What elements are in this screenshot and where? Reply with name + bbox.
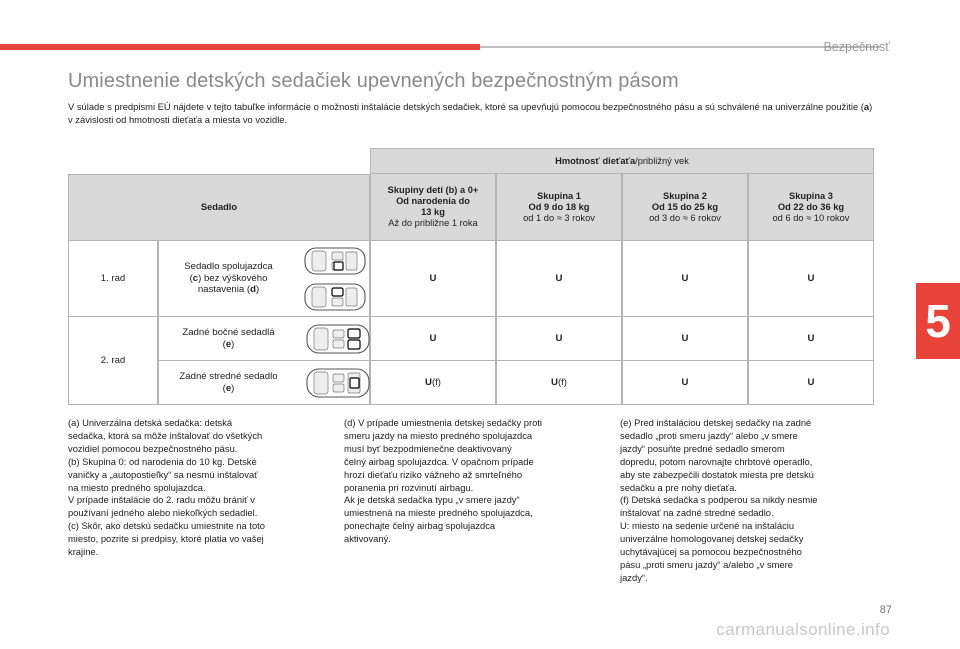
row-label-1: 1. rad: [68, 241, 158, 317]
seat-header: Sedadlo: [68, 174, 370, 241]
child-seat-icon: [350, 378, 359, 388]
child-seat-icon: [348, 329, 360, 338]
group-header-1: Skupina 1 Od 9 do 18 kg od 1 do ≈ 3 rokov: [496, 174, 622, 241]
chapter-tab: 5: [916, 283, 960, 359]
notes-column-3: (e) Pred inštaláciou detskej sedačky na zadné sedadlo „proti smeru jazdy“ alebo „v smere jazdy“ posuňte predné sedadlo smerom dopredu, potom narovnajte chrbtové operadlo, aby ste zabezpečili dostatok miesta pre detskú sedačku a pre nohy dieťaťa. (f) Detská sedačka s podperou sa nikdy nesmie inštalovať na zadné stredné sedadlo. U: miesto na sedenie určené na inštaláciu univerzálne homologovanej detskej sedačky uchytávajúcej sa pomocou bezpečnostného pásu „proti smeru jazdy“ a/alebo „v smere jazdy“.: [620, 417, 818, 583]
header-rule: [480, 46, 880, 48]
notes-column-2: (d) V prípade umiestnenia detskej sedačky proti smeru jazdy na miesto predného spolujazdca musí byť bezpodmienečne deaktivovaný čelný airbag spolujazdca. V opačnom prípade hrozí dieťaťu riziko vážneho až smrteľného poranenia pri rozvinutí airbagu. Ak je detská sedačka typu „v smere jazdy“ umiestnená na mieste predného spolujazdca, ponechajte čelný airbag spolujazdca aktivovaný.: [344, 417, 543, 545]
child-seat-icon: [348, 340, 360, 349]
car-top-view-icon: [302, 280, 368, 314]
car-top-view-icon: [304, 321, 372, 357]
header-accent-bar: [0, 44, 480, 50]
value-r1-c1: U: [370, 241, 496, 317]
child-seat-icon: [332, 288, 343, 296]
value-r2-c3: U: [622, 317, 748, 361]
value-r2-c2: U: [496, 317, 622, 361]
value-r2-c4: U: [748, 317, 874, 361]
group-header-3: Skupina 3 Od 22 do 36 kg od 6 do ≈ 10 rokov: [748, 174, 874, 241]
rear-center-seat-label: Zadné stredné sedadlo (e): [158, 361, 298, 405]
page-title: Umiestnenie detských sedačiek upevnených bezpečnostným pásom: [68, 70, 679, 92]
section-label: Bezpečnosť: [823, 40, 890, 54]
intro-paragraph: V súlade s predpismi EÚ nájdete v tejto tabuľke informácie o možnosti inštalácie detských sedačiek, ktoré sa upevňujú pomocou bezpečnostného pásu a sú schválené na univerzálne použitie (a) v závislosti od hmotnosti dieťaťa a miesta vo vozidle.: [68, 101, 873, 125]
page-number: 87: [879, 604, 892, 616]
value-r3-c4: U: [748, 361, 874, 405]
value-r3-c2: U (f): [496, 361, 622, 405]
group-header-0: Skupiny detí (b) a 0+ Od narodenia do 13 kg Až do približne 1 roka: [370, 174, 496, 241]
value-r3-c3: U: [622, 361, 748, 405]
child-seat-icon: [334, 262, 343, 270]
car-top-view-icon: [304, 365, 372, 401]
notes-column-1: (a) Univerzálna detská sedačka: detská sedačka, ktorá sa môže inštalovať do všetkých vozidiel pomocou bezpečnostného pásu. (b) Skupina 0: od narodenia do 10 kg. Detské vaničky a „autopostieľky“ sa nesmú inštalovať na miesto predného spolujazdca. V prípade inštalácie do 2. radu môžu brániť v používaní jedného alebo niekoľkých sedadiel. (c) Skôr, ako detskú sedačku umiestnite na toto miesto, pozrite si predpisy, ktoré platia vo vašej krajine.: [68, 417, 265, 558]
front-passenger-seat-label: Sedadlo spolujazdca (c) bez výškového nastavenia (d): [158, 241, 298, 317]
value-r1-c3: U: [622, 241, 748, 317]
group-header-2: Skupina 2 Od 15 do 25 kg od 3 do ≈ 6 rokov: [622, 174, 748, 241]
weight-header: Hmotnosť dieťaťa /približný vek: [370, 148, 874, 174]
car-top-view-icon: [302, 244, 368, 278]
value-r3-c1: U (f): [370, 361, 496, 405]
value-r1-c4: U: [748, 241, 874, 317]
value-r2-c1: U: [370, 317, 496, 361]
value-r1-c2: U: [496, 241, 622, 317]
row-label-2: 2. rad: [68, 317, 158, 405]
watermark: carmanualsonline.info: [716, 620, 890, 639]
rear-side-seats-label: Zadné bočné sedadlá (e): [158, 317, 298, 361]
